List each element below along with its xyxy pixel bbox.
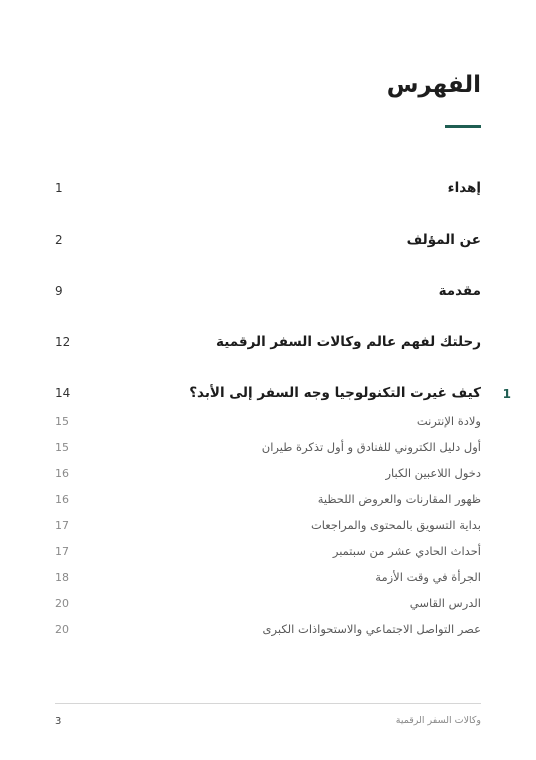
footer-page-number: 3 bbox=[55, 716, 62, 727]
toc-entry[interactable] bbox=[55, 334, 481, 350]
toc-entry-label: إهداء bbox=[447, 180, 481, 196]
toc-subentry-label: عصر التواصل الاجتماعي والاستحواذات الكبرى bbox=[262, 622, 481, 636]
toc-subentry[interactable] bbox=[55, 544, 481, 558]
toc-page-number: 18 bbox=[55, 570, 69, 584]
toc-subentry-label: ظهور المقارنات والعروض اللحظية bbox=[317, 492, 481, 506]
toc-subentry-label: بداية التسويق بالمحتوى والمراجعات bbox=[310, 518, 481, 532]
toc-subentry[interactable] bbox=[55, 414, 481, 428]
toc-entry-label: مقدمة bbox=[438, 283, 481, 299]
toc-subentry[interactable] bbox=[55, 518, 481, 532]
toc-page-number: 17 bbox=[55, 544, 69, 558]
toc-subentry[interactable] bbox=[55, 440, 481, 454]
toc-subentry-label: دخول اللاعبين الكبار bbox=[385, 466, 481, 480]
toc-subentry[interactable] bbox=[55, 596, 481, 610]
footer-divider bbox=[55, 703, 481, 704]
toc-page-number: 16 bbox=[55, 492, 69, 506]
toc-page-number: 9 bbox=[55, 284, 63, 298]
toc-subentry-label: الجرأة في وقت الأزمة bbox=[375, 570, 481, 584]
toc-page-number: 14 bbox=[55, 386, 71, 400]
toc-subentry[interactable] bbox=[55, 570, 481, 584]
toc-entry[interactable] bbox=[55, 283, 481, 299]
toc-subentry-label: ولادة الإنترنت bbox=[416, 414, 481, 428]
toc-title: الفهرس bbox=[386, 72, 481, 98]
toc-page-number: 17 bbox=[55, 518, 69, 532]
toc-page-number: 20 bbox=[55, 596, 69, 610]
title-underline bbox=[445, 125, 481, 128]
toc-subentry-label: أول دليل الكتروني للفنادق و أول تذكرة طيران bbox=[261, 440, 481, 454]
toc-page-number: 20 bbox=[55, 622, 69, 636]
toc-entry-label: رحلتك لفهم عالم وكالات السفر الرقمية bbox=[216, 334, 481, 350]
toc-chapter-entry[interactable] bbox=[55, 385, 481, 401]
toc-page-number: 16 bbox=[55, 466, 69, 480]
chapter-number: 1 bbox=[502, 387, 511, 401]
toc-entry-label: عن المؤلف bbox=[406, 232, 481, 248]
footer-book-title: وكالات السفر الرقمية bbox=[395, 715, 481, 726]
toc-page-number: 2 bbox=[55, 233, 63, 247]
toc-subentry[interactable] bbox=[55, 622, 481, 636]
toc-page-number: 12 bbox=[55, 335, 71, 349]
toc-subentry-label: أحداث الحادي عشر من سبتمبر bbox=[332, 544, 481, 558]
toc-page-number: 15 bbox=[55, 414, 69, 428]
toc-subentry[interactable] bbox=[55, 492, 481, 506]
toc-entry[interactable] bbox=[55, 232, 481, 248]
toc-entry-label: كيف غيرت التكنولوجيا وجه السفر إلى الأبد؟ bbox=[189, 385, 481, 401]
toc-subentry-label: الدرس القاسي bbox=[409, 596, 481, 610]
toc-entry[interactable] bbox=[55, 180, 481, 196]
toc-page-number: 15 bbox=[55, 440, 69, 454]
toc-page-number: 1 bbox=[55, 181, 63, 195]
toc-subentry[interactable] bbox=[55, 466, 481, 480]
